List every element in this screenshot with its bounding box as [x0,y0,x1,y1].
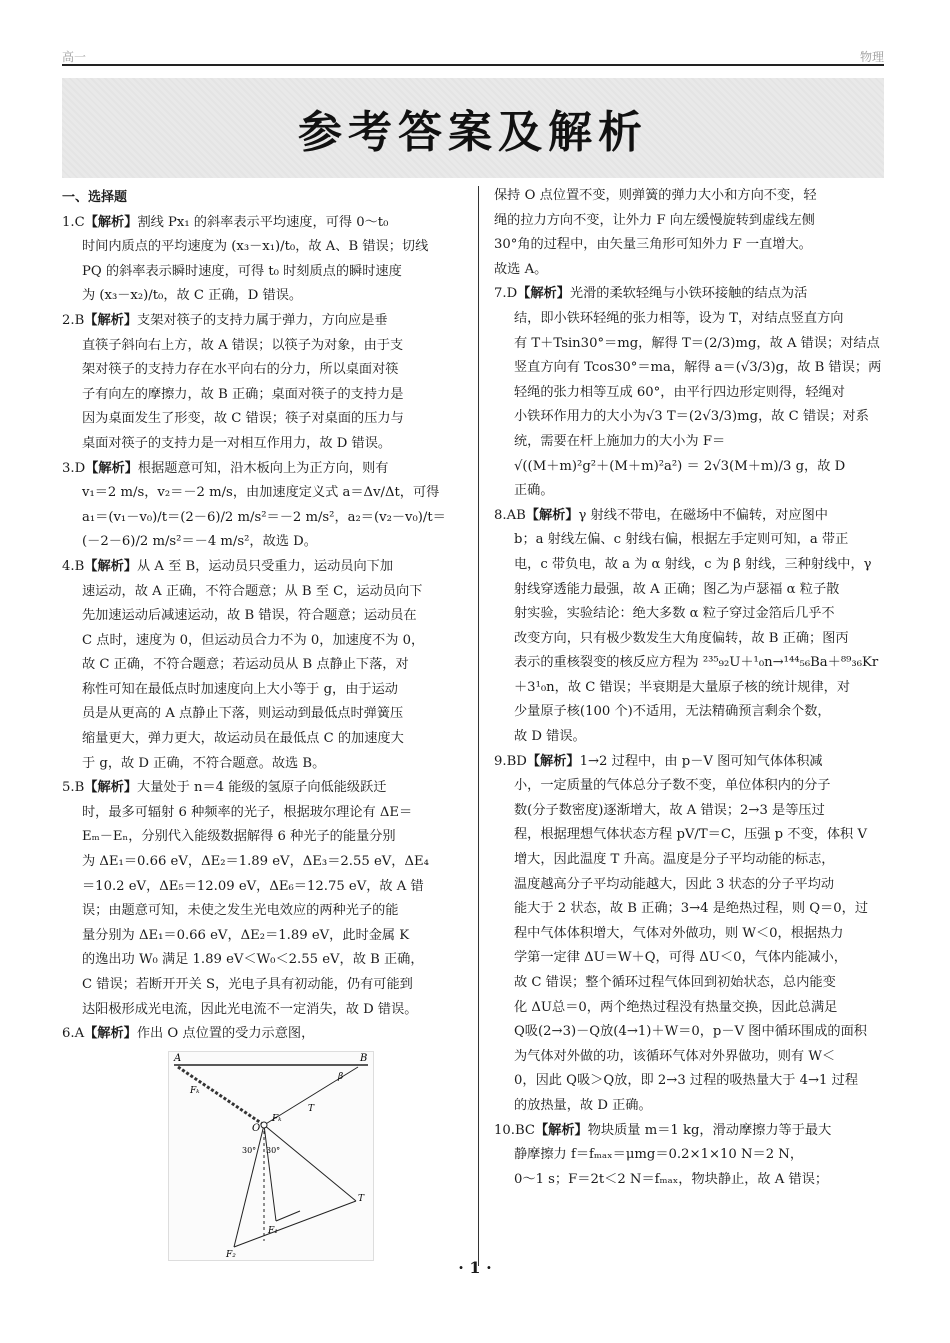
answer-line [494,971,886,996]
answer-line [62,580,460,605]
answer-text: 的放热量，故 D 正确。 [514,1097,652,1113]
answer-line [494,356,886,381]
answer-text: 学第一定律 ΔU＝W＋Q，可得 ΔU＜0，气体内能减小， [514,950,847,966]
answer-text: 为 ΔE₁＝0.66 eV，ΔE₂＝1.89 eV，ΔE₃＝2.55 eV，ΔE₄ [82,854,429,870]
answer-line [494,1094,886,1119]
answer-line [62,284,460,309]
answer-text: 1→2 过程中，由 p－V 图可知气体体积减 [579,753,823,769]
answer-line [494,528,886,553]
answer-line [62,457,460,482]
answer-line [62,948,460,973]
answer-line [494,996,886,1021]
answer-line [62,481,460,506]
answer-line [494,799,886,824]
answer-text: 故选 A。 [494,261,548,277]
answer-line [494,578,886,603]
label-f2: F₂ [226,1249,236,1260]
column-divider [478,186,479,1266]
answer-line [494,258,886,283]
answer-line [62,653,460,678]
answer-text: 为气体对外做的功，该循环气体对外界做功，则有 W＜ [514,1048,836,1064]
answer-item [494,750,886,1119]
page-number: · 1 · [458,1258,492,1277]
answer-line [494,1045,886,1070]
answer-text: a₁＝(v₁－v₀)/t＝(2－6)/2 m/s²＝－2 m/s²，a₂＝(v₂－v₀)/t＝ [82,509,446,525]
answer-line [62,924,460,949]
answer-line [62,727,460,752]
answer-item [494,184,886,282]
answer-text: 量分别为 ΔE₁＝0.66 eV，ΔE₂＝1.89 eV，此时金属 K [82,927,410,943]
answer-text: 能大于 2 状态，故 B 正确；3→4 是绝热过程，则 Q＝0，过 [514,901,869,917]
answer-number: 5.B [62,780,85,796]
answer-line [494,676,886,701]
answer-text: √((M＋m)²g²＋(M＋m)²a²) ＝ 2√3(M＋m)/3 g，故 D [514,458,846,474]
answer-text: 程中气体体积增大，气体对外做功，则 W＜0，根据热力 [514,925,844,941]
answer-text: C 点时，速度为 0，但运动员合力不为 0，加速度不为 0， [82,632,425,648]
answer-text: 物块质量 m＝1 kg，滑动摩擦力等于最大 [587,1122,832,1138]
answer-line [62,407,460,432]
answer-item [62,457,460,555]
answer-text: 数(分子数密度)逐渐增大，故 A 错误；2→3 是等压过 [514,802,825,818]
answer-line [62,998,460,1023]
analysis-tag: 【解析】 [84,312,138,328]
answer-text: 达阳极形成光电流，因此光电流不一定消失，故 D 错误。 [82,1001,418,1017]
answer-text: 从 A 至 B，运动员只受重力，运动员向下加 [137,558,394,574]
answer-text: 故 C 正确，不符合题意；若运动员从 B 点静止下落，对 [82,657,409,673]
answer-text: 员是从更高的 A 点静止下落，则运动到最低点时弹簧压 [82,706,404,722]
answer-text: 支架对筷子的支持力属于弹力，方向应是垂 [137,312,388,328]
answer-text: 统，需要在杆上施加力的大小为 F＝ [514,433,726,449]
answer-text: 有 T＋Tsin30°＝mg，解得 T＝(2/3)mg，故 A 错误；对结点 [514,335,880,351]
answer-item [494,504,886,750]
answer-text: 作出 O 点位置的受力示意图， [136,1026,315,1042]
answer-text: 于 g，故 D 正确，不符合题意。故选 B。 [82,755,326,771]
answer-line [62,1022,460,1047]
answer-text: 0，因此 Q吸＞Q放，即 2→3 过程的吸热量大于 4→1 过程 [514,1073,859,1089]
label-t-2: T [358,1193,365,1204]
analysis-tag: 【解析】 [517,286,570,302]
label-o: O [252,1122,261,1134]
answer-line [494,405,886,430]
answer-line [494,750,886,775]
knot-point [261,1122,267,1128]
answer-text: 小，一定质量的气体总分子数不变，单位体积内的分子 [514,778,831,794]
label-fk-1: Fₖ [190,1085,200,1096]
answer-text: γ 射线不带电，在磁场中不偏转，对应图中 [578,507,828,523]
answer-line [494,946,886,971]
answer-line [494,1020,886,1045]
answer-text: 绳的拉力方向不变，让外力 F 向左缓慢旋转到虚线左侧 [494,212,815,228]
answer-text: C 错误；若断开开关 S，光电子具有初动能，仍有可能到 [82,977,413,992]
label-t-1: T [308,1103,315,1114]
header-corner-left: 高一 [62,50,87,64]
answer-line [62,432,460,457]
answer-line [494,430,886,455]
answer-line [62,875,460,900]
answer-number: 10.BC [494,1122,535,1138]
right-column [494,184,886,1192]
analysis-tag: 【解析】 [526,753,580,769]
answer-text: (－2－6)/2 m/s²＝－4 m/s²，故选 D。 [82,534,317,550]
answer-line [494,922,886,947]
answer-line [494,381,886,406]
answer-line [494,553,886,578]
answer-line [494,873,886,898]
answer-number: 2.B [62,312,85,328]
answer-item [62,776,460,1022]
answer-line [62,506,460,531]
answer-item [62,309,460,457]
answer-line [494,774,886,799]
answer-text: 子有向左的摩擦力，故 B 正确；桌面对筷子的支持力是 [82,386,404,402]
answer-line [62,555,460,580]
answer-text: 先加速运动后减速运动，故 B 错误，符合题意；运动员在 [82,608,417,624]
answer-number: 4.B [62,558,85,574]
answer-text: 为 (x₃－x₂)/t₀，故 C 正确，D 错误。 [82,288,303,304]
answer-line [494,1168,886,1193]
answer-line [494,651,886,676]
answer-number: 9.BD [494,753,527,769]
answer-text: 静摩擦力 f＝fₘₐₓ＝μmg＝0.2×1×10 N＝2 N， [514,1147,804,1163]
answer-item [494,1119,886,1193]
answer-number: 3.D [62,460,86,476]
answer-text: 正确。 [514,483,554,499]
answer-line [62,629,460,654]
answer-line [494,282,886,307]
answer-text: 根据题意可知，沿木板向上为正方向，则有 [137,460,389,476]
answer-line [494,455,886,480]
answer-line [62,235,460,260]
answer-text: 竖直方向有 Tcos30°＝ma，解得 a＝(√3/3)g，故 B 错误；两 [514,360,882,376]
answer-item [62,211,460,309]
answer-line [62,752,460,777]
answer-number: 8.AB [494,507,526,523]
answer-text: 称性可知在最低点时加速度向上大小等于 g，由于运动 [82,681,398,697]
answer-text: 直筷子斜向右上方，故 A 错误；以筷子为对象，由于支 [82,337,404,353]
label-b: B [360,1052,368,1064]
page-title: 参考答案及解析 [298,107,648,158]
answer-number: 6.A [62,1026,85,1042]
header-rule [62,64,884,66]
answer-text: 电，c 带负电，故 a 为 α 射线，c 为 β 射线，三种射线中，γ [514,556,872,572]
answer-text: ＝10.2 eV，ΔE₅＝12.09 eV，ΔE₆＝12.75 eV，故 A 错 [82,878,424,894]
answer-line [62,776,460,801]
answer-line [62,358,460,383]
answer-text: 误；由题意可知，未使之发生光电效应的两种光子的能 [82,903,399,919]
answer-line [62,801,460,826]
answer-line [494,627,886,652]
answer-line [494,602,886,627]
answer-line [62,530,460,555]
header-corner-right: 物理 [859,50,884,64]
answer-text: 0～1 s；F＝2t＜2 N＝fₘₐₓ，物块静止，故 A 错误； [514,1171,829,1187]
answer-line [494,479,886,504]
force-diagram [168,1051,374,1261]
answer-line [494,332,886,357]
answer-text: 结，即小铁环轻绳的张力相等，设为 T，对结点竖直方向 [514,310,844,326]
answer-text: 故 D 错误。 [514,729,586,745]
answer-line [62,678,460,703]
analysis-tag: 【解析】 [84,780,138,796]
answer-line [494,184,886,209]
answer-text: 表示的重核裂变的核反应方程为 ²³⁵₉₂U＋¹₀n→¹⁴⁴₅₆Ba＋⁸⁹₃₆Kr [514,655,879,671]
answer-line [494,307,886,332]
answer-text: 大量处于 n＝4 能级的氢原子向低能级跃迁 [137,780,387,796]
answer-line [62,309,460,334]
answer-line [494,233,886,258]
answer-line [494,1143,886,1168]
answer-text: 割线 Px₁ 的斜率表示平均速度，可得 0～t₀ [137,214,389,230]
answer-text: 小铁环作用力的大小为√3 T＝(2√3/3)mg，故 C 错误；对系 [514,409,869,425]
analysis-tag: 【解析】 [525,507,579,523]
analysis-tag: 【解析】 [84,558,138,574]
answer-text: 程，根据理想气体状态方程 pV/T＝C，压强 p 不变，体积 V [514,827,867,843]
answer-line [62,702,460,727]
answer-line [494,209,886,234]
answer-text: 速运动，故 A 正确，不符合题意；从 B 至 C，运动员向下 [82,583,423,599]
answer-text: 轻绳的张力相等互成 60°，由平行四边形定则得，轻绳对 [514,384,845,400]
label-beta: β [338,1071,344,1082]
answer-line [494,848,886,873]
title-banner [62,78,884,178]
answer-text: 桌面对筷子的支持力是一对相互作用力，故 D 错误。 [82,435,392,451]
answer-item [494,282,886,503]
answer-line [494,1069,886,1094]
answer-text: 因为桌面发生了形变，故 C 错误；筷子对桌面的压力与 [82,411,404,427]
answer-text: PQ 的斜率表示瞬时速度，可得 t₀ 时刻质点的瞬时速度 [82,263,402,279]
section-title: 一、选择题 [62,190,128,205]
answer-line [62,973,460,998]
label-angle-left: 30° [242,1145,257,1155]
label-angle-right: 30° [266,1145,281,1155]
answer-number: 7.D [494,286,518,302]
answer-line [62,211,460,236]
answer-line [62,260,460,285]
answer-text: v₁＝2 m/s，v₂＝－2 m/s，由加速度定义式 a＝Δv/Δt，可得 [82,485,440,501]
answer-text: 时间内质点的平均速度为 (x₃－x₁)/t₀，故 A、B 错误；切线 [82,239,429,255]
answer-number: 1.C [62,214,85,230]
label-fk-2: Fₖ [272,1113,282,1124]
answer-line [494,504,886,529]
answer-item [62,1022,460,1047]
answer-line [494,725,886,750]
answer-line [62,604,460,629]
analysis-tag: 【解析】 [84,1026,137,1042]
answer-item [62,555,460,776]
answer-text: 温度越高分子平均动能越大，因此 3 状态的分子平均动 [514,876,835,892]
answer-line [494,1119,886,1144]
analysis-tag: 【解析】 [85,460,138,476]
analysis-tag: 【解析】 [84,214,138,230]
label-a: A [174,1052,182,1064]
answer-text: ＋3¹₀n，故 C 错误；半衰期是大量原子核的统计规律，对 [514,679,851,695]
answer-text: Q吸(2→3)－Q放(4→1)＋W＝0，p－V 图中循环围成的面积 [514,1024,867,1040]
answer-text: Eₘ－Eₙ，分别代入能级数据解得 6 种光子的能量分别 [82,829,396,845]
answer-text: 少量原子核(100 个)不适用，无法精确预言剩余个数， [514,704,831,720]
answer-text: 30°角的过程中，由矢量三角形可知外力 F 一直增大。 [494,237,812,253]
answer-text: 增大，因此温度 T 升高。温度是分子平均动能的标志， [514,852,835,868]
answer-text: 故 C 错误；整个循环过程气体回到初始状态，总内能变 [514,975,836,990]
answer-text: 改变方向，只有极少数发生大角度偏转，故 B 正确；图丙 [514,630,849,646]
answer-text: 射线穿透能力最强，故 A 正确；图乙为卢瑟福 α 粒子散 [514,581,840,597]
answer-text: 缩量更大，弹力更大，故运动员在最低点 C 的加速度大 [82,731,404,747]
answer-text: 架对筷子的支持力存在水平向右的分力，所以桌面对筷 [82,362,399,378]
answer-line [62,383,460,408]
answer-text: 射实验，实验结论：绝大多数 α 粒子穿过金箔后几乎不 [514,606,835,622]
answer-text: 时，最多可辐射 6 种频率的光子，根据玻尔理论有 ΔE＝ [82,804,413,820]
left-column [62,186,460,1261]
answer-text: 保持 O 点位置不变，则弹簧的弹力大小和方向不变，轻 [494,188,817,203]
answer-text: 光滑的柔软轻绳与小铁环接触的结点为活 [569,286,808,302]
answer-line [494,700,886,725]
answer-line [62,850,460,875]
answer-text: 的逸出功 W₀ 满足 1.89 eV＜W₀＜2.55 eV，故 B 正确， [82,952,424,968]
answer-line [62,825,460,850]
answer-text: 化 ΔU总＝0，两个绝热过程没有热量交换，因此总满足 [514,999,838,1015]
answer-line [62,899,460,924]
answer-line [494,823,886,848]
analysis-tag: 【解析】 [535,1122,588,1138]
answer-text: b；a 射线左偏、c 射线右偏，根据左手定则可知，a 带正 [514,532,849,548]
label-f1: F₁ [268,1225,278,1236]
answer-line [494,897,886,922]
answer-line [62,334,460,359]
